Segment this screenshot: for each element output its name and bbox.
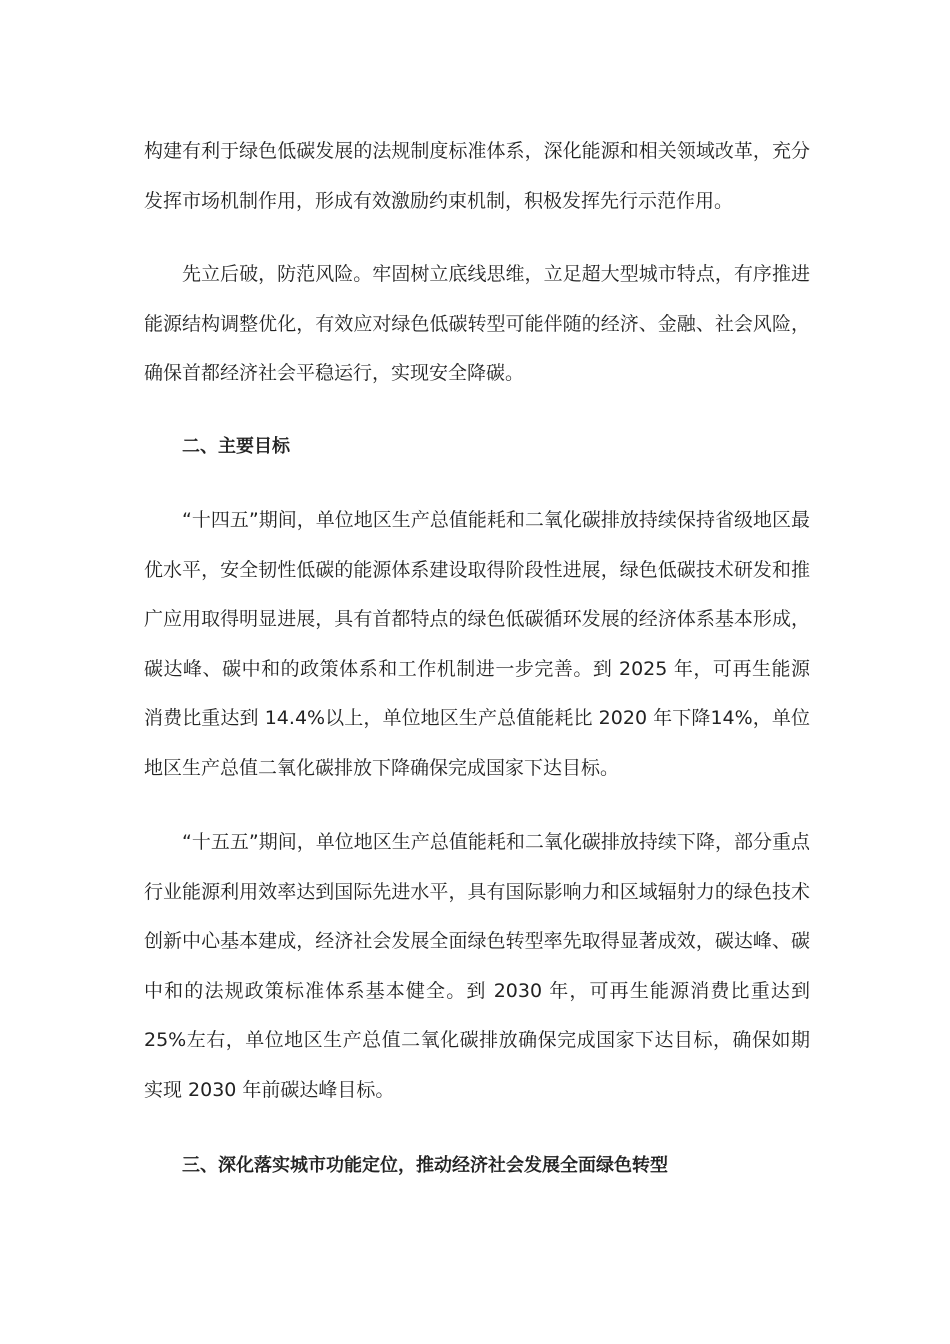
paragraph-15th-five-year-goals: “十五五”期间，单位地区生产总值能耗和二氧化碳排放持续下降，部分重点行业能源利用效率达到国际先进水平，具有国际影响力和区域辐射力的绿色技术创新中心基本建成，经济社会发展全面绿色转型率先取得显著成效，碳达峰、碳中和的法规政策标准体系基本健全。到 2030 年，可再生能源消费比重达到 25%左右，单位地区生产总值二氧化碳排放确保完成国家下达目标，确保如期实现 2030 年前碳达峰目标。 <box>144 831 810 1101</box>
paragraph-legal-framework: 构建有利于绿色低碳发展的法规制度标准体系，深化能源和相关领域改革，充分发挥市场机制作用，形成有效激励约束机制，积极发挥先行示范作用。 <box>144 140 810 212</box>
section-heading-main-goals: 二、主要目标 <box>182 436 290 457</box>
paragraph-14th-five-year-goals: “十四五”期间，单位地区生产总值能耗和二氧化碳排放持续保持省级地区最优水平，安全韧性低碳的能源体系建设取得阶段性进展，绿色低碳技术研发和推广应用取得明显进展，具有首都特点的绿色低碳循环发展的经济体系基本形成，碳达峰、碳中和的政策体系和工作机制进一步完善。到 2025 年，可再生能源消费比重达到 14.4%以上，单位地区生产总值能耗比 2020 年下降14%，单位地区生产总值二氧化碳排放下降确保完成国家下达目标。 <box>144 509 810 779</box>
paragraph-risk-prevention: 先立后破，防范风险。牢固树立底线思维，立足超大型城市特点，有序推进能源结构调整优化，有效应对绿色低碳转型可能伴随的经济、金融、社会风险，确保首都经济社会平稳运行，实现安全降碳。 <box>144 263 810 384</box>
section-heading-green-transition: 三、深化落实城市功能定位，推动经济社会发展全面绿色转型 <box>182 1155 668 1176</box>
